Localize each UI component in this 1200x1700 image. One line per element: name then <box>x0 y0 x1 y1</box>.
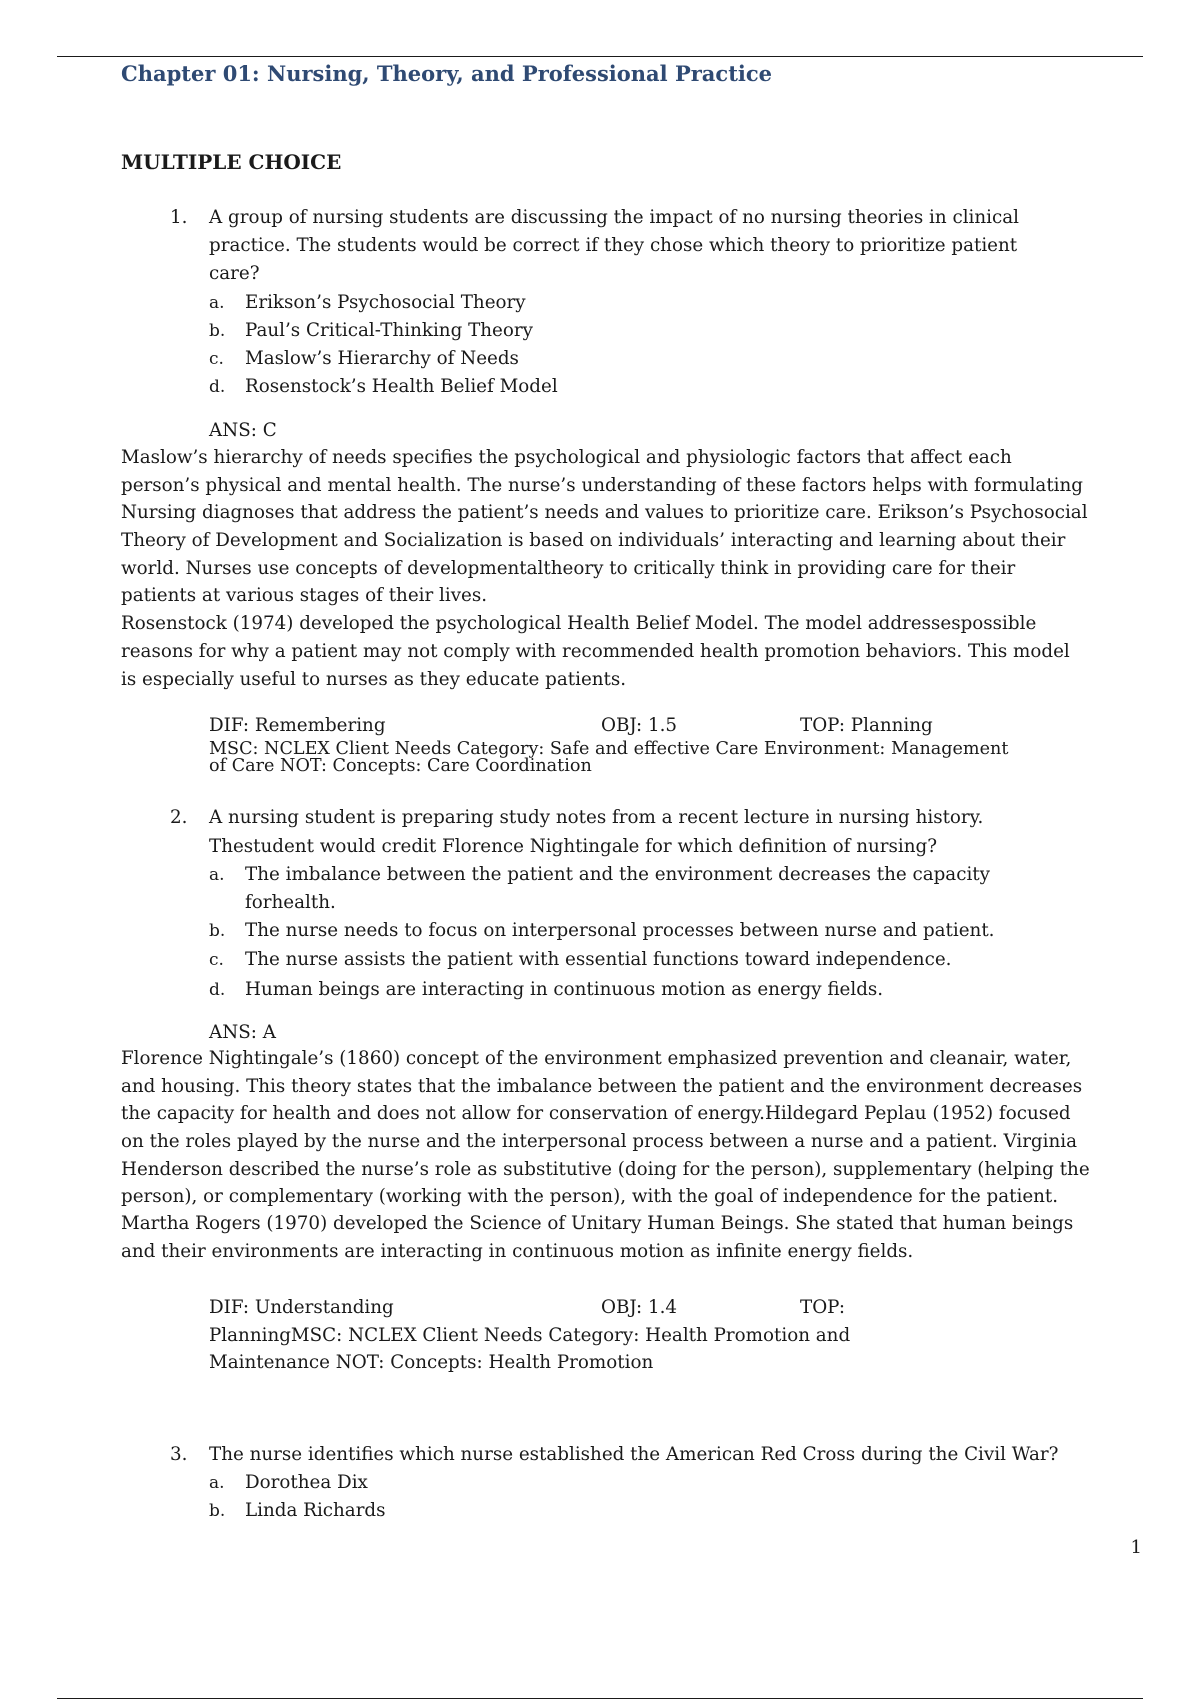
meta-topic: TOP: <box>800 1297 845 1318</box>
rationale-line: Theory of Development and Socialization is based on individuals’ interacting and learning about their <box>121 530 1066 551</box>
option-letter: a. <box>209 865 225 885</box>
option-text-continued: forhealth. <box>245 892 336 913</box>
question-stem-line: A nursing student is preparing study notes from a recent lecture in nursing history. <box>209 807 984 828</box>
answer-key: ANS: A <box>209 1022 276 1043</box>
meta-client-needs: PlanningMSC: NCLEX Client Needs Category: Health Promotion and <box>209 1325 851 1346</box>
question-stem-line: care? <box>209 263 260 284</box>
rationale-line: and housing. This theory states that the imbalance between the patient and the environment decreases <box>121 1076 1083 1097</box>
chapter-title: Chapter 01: Nursing, Theory, and Professional Practice <box>121 61 773 86</box>
option-letter: d. <box>209 980 226 1000</box>
option-text: Maslow’s Hierarchy of Needs <box>245 348 519 369</box>
option-text: Dorothea Dix <box>245 1472 368 1493</box>
meta-difficulty: DIF: Understanding <box>209 1297 394 1318</box>
option-letter: b. <box>209 321 226 341</box>
rationale-line: Martha Rogers (1970) developed the Science of Unitary Human Beings. She stated that human beings <box>121 1213 1074 1234</box>
rationale-line: person), or complementary (working with the person), with the goal of independence for the patient. <box>121 1186 1059 1207</box>
option-letter: a. <box>209 1473 225 1493</box>
answer-key: ANS: C <box>209 420 277 441</box>
meta-concepts: Maintenance NOT: Concepts: Health Promotion <box>209 1352 654 1373</box>
question-number: 2. <box>170 807 188 828</box>
option-text: Rosenstock’s Health Belief Model <box>245 376 558 397</box>
option-text: The imbalance between the patient and the environment decreases the capacity <box>245 864 990 885</box>
option-text: Linda Richards <box>245 1500 386 1521</box>
option-text: Paul’s Critical-Thinking Theory <box>245 320 533 341</box>
rationale-line: Maslow’s hierarchy of needs specifies the psychological and physiologic factors that affect each <box>121 447 1012 468</box>
question-stem-line: practice. The students would be correct if they chose which theory to prioritize patient <box>209 235 1018 256</box>
meta-topic: TOP: Planning <box>800 715 933 736</box>
meta-objective: OBJ: 1.4 <box>601 1297 678 1318</box>
bottom-rule <box>57 1698 1143 1699</box>
question-number: 1. <box>170 207 188 228</box>
question-stem-line: The nurse identifies which nurse established the American Red Cross during the Civil War? <box>209 1444 1059 1465</box>
option-letter: a. <box>209 293 225 313</box>
rationale-line: Rosenstock (1974) developed the psychological Health Belief Model. The model addressespossible <box>121 613 1037 634</box>
meta-objective: OBJ: 1.5 <box>601 715 678 736</box>
rationale-line: the capacity for health and does not allow for conservation of energy.Hildegard Peplau (1952) focused <box>121 1103 1071 1124</box>
rationale-line: person’s physical and mental health. The nurse’s understanding of these factors helps with formulating <box>121 475 1084 496</box>
rationale-line: world. Nurses use concepts of developmentaltheory to critically think in providing care for their <box>121 558 1016 579</box>
question-stem-line: Thestudent would credit Florence Nightingale for which definition of nursing? <box>209 836 938 857</box>
rationale-line: Henderson described the nurse’s role as substitutive (doing for the person), supplementary (helping the <box>121 1159 1090 1180</box>
rationale-line: reasons for why a patient may not comply with recommended health promotion behaviors. This model <box>121 641 1070 662</box>
rationale-line: and their environments are interacting in continuous motion as infinite energy fields. <box>121 1241 914 1262</box>
option-text: Erikson’s Psychosocial Theory <box>245 292 526 313</box>
page-number: 1 <box>1130 1537 1142 1558</box>
rationale-line: Nursing diagnoses that address the patient’s needs and values to prioritize care. Erikson’s Psychosocial <box>121 502 1088 523</box>
meta-concepts: of Care NOT: Concepts: Care Coordination <box>209 756 592 776</box>
option-letter: d. <box>209 377 226 397</box>
option-text: Human beings are interacting in continuous motion as energy fields. <box>245 979 884 1000</box>
rationale-line: on the roles played by the nurse and the interpersonal process between a nurse and a patient. Virginia <box>121 1131 1077 1152</box>
meta-client-needs: MSC: NCLEX Client Needs Category: Safe and effective Care Environment: Management <box>209 739 1009 759</box>
option-letter: c. <box>209 950 224 970</box>
rationale-line: Florence Nightingale’s (1860) concept of the environment emphasized prevention and cleanair, water, <box>121 1048 1072 1069</box>
rationale-line: patients at various stages of their lives. <box>121 585 488 606</box>
option-letter: b. <box>209 1501 226 1521</box>
top-rule <box>57 56 1143 57</box>
question-stem-line: A group of nursing students are discussing the impact of no nursing theories in clinical <box>209 207 1019 228</box>
option-letter: c. <box>209 349 224 369</box>
meta-difficulty: DIF: Remembering <box>209 715 386 736</box>
question-number: 3. <box>170 1444 188 1465</box>
rationale-line: is especially useful to nurses as they educate patients. <box>121 669 627 690</box>
section-heading: MULTIPLE CHOICE <box>121 150 342 174</box>
option-text: The nurse assists the patient with essential functions toward independence. <box>245 949 952 970</box>
option-letter: b. <box>209 921 226 941</box>
option-text: The nurse needs to focus on interpersonal processes between nurse and patient. <box>245 920 995 941</box>
